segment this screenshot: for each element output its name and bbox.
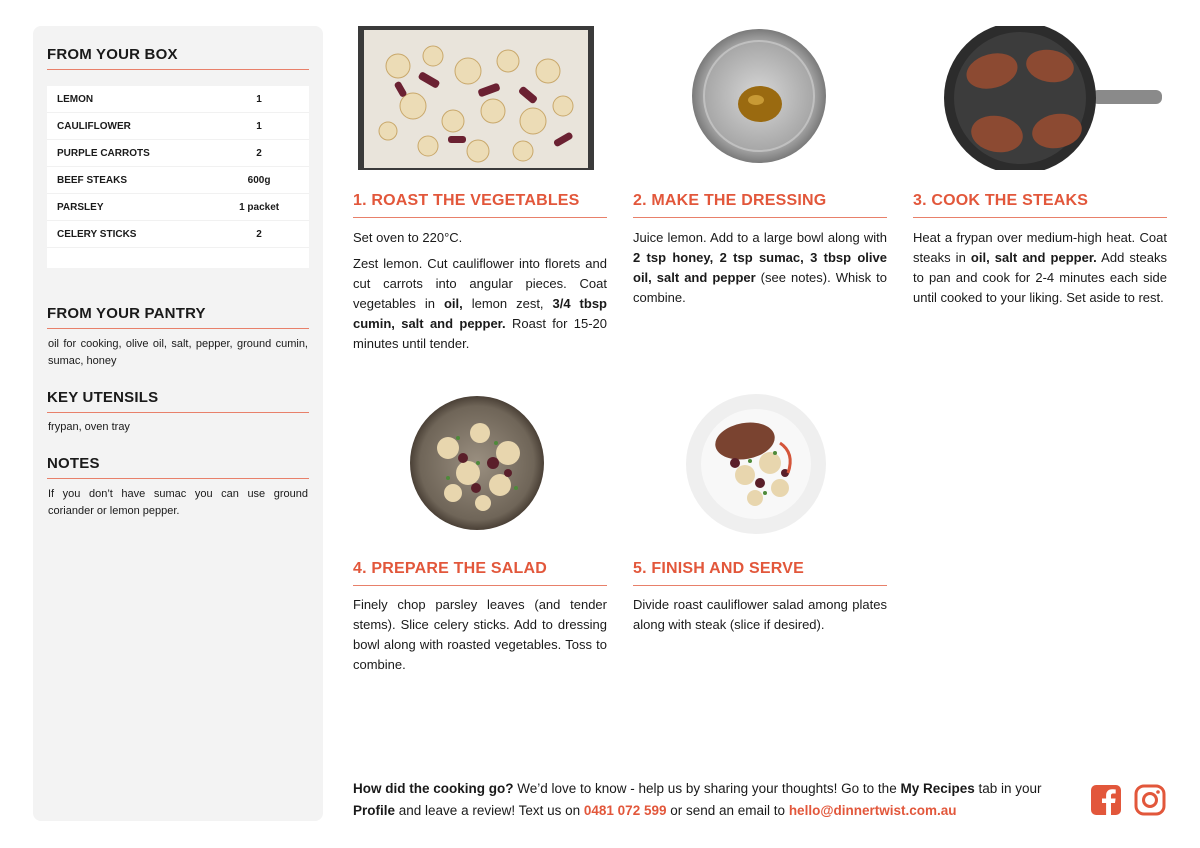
phone-link[interactable]: 0481 072 599 — [583, 803, 667, 818]
step-5-body — [633, 595, 887, 641]
step-3-title: 3. COOK THE STEAKS — [913, 192, 1167, 218]
pantry-text: oil for cooking, olive oil, salt, pepper, ground cumin, sumac, honey — [48, 338, 308, 367]
box-item-name: CAULIFLOWER — [57, 120, 131, 132]
box-item-name: CELERY STICKS — [57, 228, 137, 240]
notes-heading: NOTES — [47, 455, 309, 479]
utensils-text: frypan, oven tray — [48, 421, 130, 433]
step-2-title: 2. MAKE THE DRESSING — [633, 192, 887, 218]
step-paragraph: Divide roast cauliflower salad among plates along with steak (slice if desired). — [633, 597, 887, 632]
plated-dish-photo — [685, 393, 827, 535]
box-item-qty: 1 — [256, 93, 262, 105]
box-item-row — [47, 221, 309, 248]
box-item-qty: 2 — [256, 228, 262, 240]
box-item-row — [47, 113, 309, 140]
step-3-body — [913, 228, 1167, 314]
instagram-icon[interactable] — [1134, 784, 1166, 816]
box-item-name: BEEF STEAKS — [57, 174, 128, 186]
box-item-row — [47, 194, 309, 221]
box-item-name: PARSLEY — [57, 201, 104, 213]
step-2-body — [633, 228, 887, 314]
box-item-qty: 1 packet — [239, 201, 280, 213]
feedback-footer: How did the cooking go? We’d love to know - help us by sharing your thoughts! Go to the My Recipes tab in your Profile and leave a review! Text us on 0481 072 599 or send an email to hello@dinnertwist.com.au — [353, 781, 1042, 818]
step-5-title: 5. FINISH AND SERVE — [633, 560, 887, 586]
dressing-bowl-photo — [690, 26, 828, 166]
utensils-heading: KEY UTENSILS — [47, 389, 309, 413]
box-item-qty: 1 — [256, 120, 262, 132]
salad-bowl-photo — [408, 393, 546, 533]
step-paragraph: Zest lemon. Cut cauliflower into florets and cut carrots into angular pieces. Coat vegetables in oil, lemon zest, 3/4 tbsp cumin, salt and pepper. Roast for 15-20 minutes until tender. — [353, 256, 608, 351]
box-item-name: PURPLE CARROTS — [57, 147, 150, 159]
step-1-title: 1. ROAST THE VEGETABLES — [353, 192, 607, 218]
box-item-qty: 600g — [247, 174, 271, 186]
roast-vegetables-photo — [358, 26, 594, 170]
from-box-heading: FROM YOUR BOX — [47, 46, 309, 70]
step-paragraph: Heat a frypan over medium-high heat. Coat steaks in oil, salt and pepper. Add steaks to pan and cook for 2-4 minutes each side until cooked to your liking. Set aside to rest. — [913, 230, 1167, 305]
email-link[interactable]: hello@dinnertwist.com.au — [788, 803, 957, 818]
pantry-heading: FROM YOUR PANTRY — [47, 305, 309, 329]
step-paragraph: Finely chop parsley leaves (and tender stems). Slice celery sticks. Add to dressing bowl along with roasted vegetables. Toss to combine. — [353, 597, 607, 672]
box-item-row — [47, 140, 309, 167]
ingredients-sidebar — [33, 26, 323, 821]
frypan-steaks-photo — [942, 26, 1162, 170]
box-item-row — [47, 167, 309, 194]
notes-text: If you don’t have sumac you can use ground coriander or lemon pepper. — [48, 488, 308, 517]
box-ingredients-table — [47, 86, 309, 268]
step-4-body — [353, 595, 607, 681]
step-paragraph: Set oven to 220°C. — [353, 230, 463, 245]
facebook-icon[interactable] — [1090, 784, 1122, 816]
step-1-body — [353, 228, 607, 360]
box-item-name: LEMON — [57, 93, 94, 105]
box-item-row — [47, 86, 309, 113]
box-item-qty: 2 — [256, 147, 262, 159]
step-paragraph: Juice lemon. Add to a large bowl along with 2 tsp honey, 2 tsp sumac, 3 tbsp olive oil, salt and pepper (see notes). Whisk to combine. — [633, 230, 887, 305]
step-4-title: 4. PREPARE THE SALAD — [353, 560, 607, 586]
